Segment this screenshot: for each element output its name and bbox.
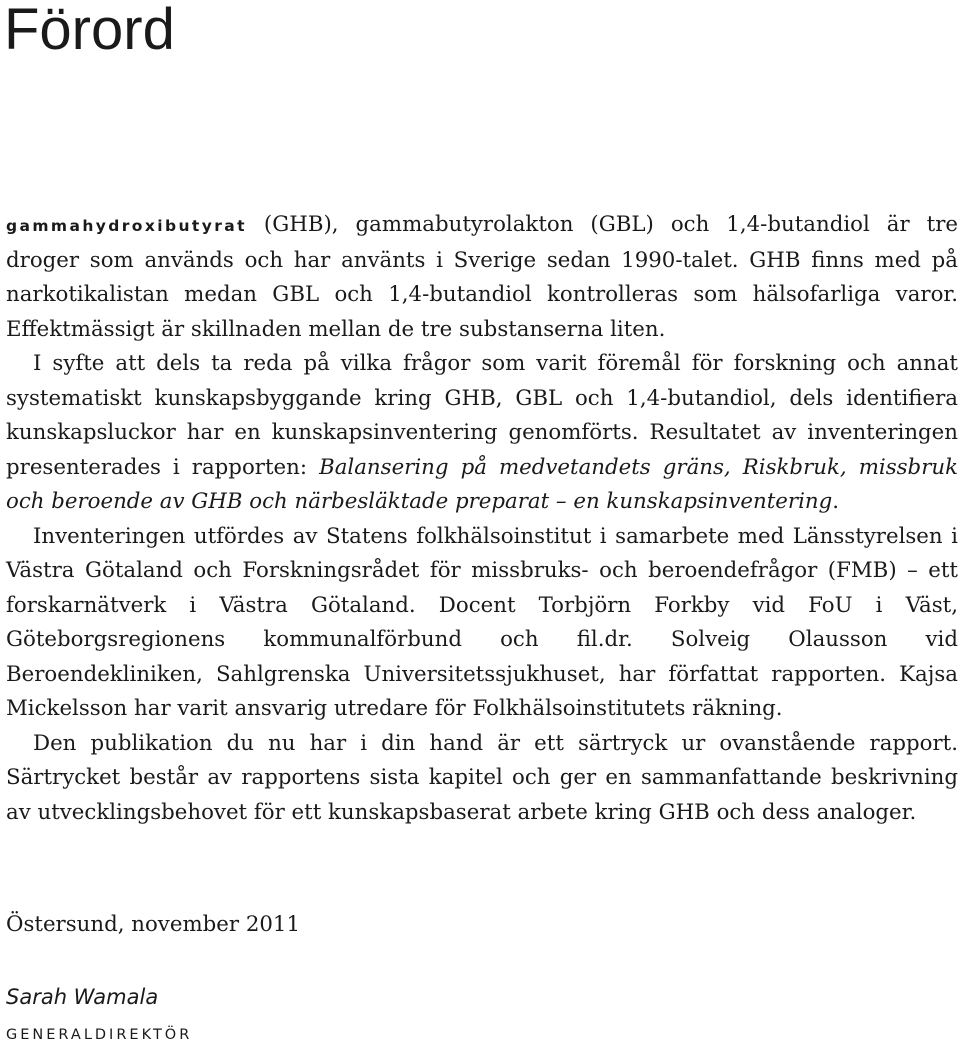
paragraph-intro [6,208,958,347]
report-title: Balansering på medvetandets gräns, Riskbruk, missbruk och beroende av GHB och närbesläktade preparat – en kunskapsinventering [6,454,958,514]
lead-in-term: gammahydroxibutyrat [6,217,247,235]
place-date: Östersund, november 2011 [6,912,301,937]
paragraph-intro-text: (GHB), gammabutyrolakton (GBL) och 1,4-butandiol är tre droger som används och har använts i Sverige sedan 1990-talet. GHB finns med på narkotikalistan medan GBL och 1,4-butandiol kontrolleras som hälsofarliga varor. Effektmässigt är skillnaden mellan de tre substanserna liten. [6,212,958,342]
paragraph-authors: Inventeringen utfördes av Statens folkhälsoinstitut i samarbete med Länsstyrelsen i Västra Götaland och Forskningsrådet för missbruks- och beroendefrågor (FMB) – ett forskarnätverk i Västra Götaland. Docent Torbjörn Forkby vid FoU i Väst, Göteborgsregionens kommunalförbund och fil.dr. Solveig Olausson vid Beroendekliniken, Sahlgrenska Universitetssjukhuset, har författat rapporten. Kajsa Mickelsson har varit ansvarig utredare för Folkhälsoinstitutets räkning. [6,523,958,721]
paragraph-purpose-end: . [832,489,840,514]
page-title: Förord [4,0,175,62]
signature-role: GENERALDIREKTÖR [6,1027,193,1043]
paragraph-purpose [6,347,958,520]
foreword-body [6,208,958,830]
paragraph-publication: Den publikation du nu har i din hand är ett särtryck ur ovanstående rapport. Särtrycket består av rapportens sista kapitel och ger en sammanfattande beskrivning av utvecklingsbehovet för ett kunskapsbaserat arbete kring GHB och dess analoger. [6,730,958,825]
signature-name: Sarah Wamala [6,985,159,1009]
paragraph-purpose-text: I syfte att dels ta reda på vilka frågor som varit föremål för forskning och annat systematiskt kunskapsbyggande kring GHB, GBL och 1,4-butandiol, dels identifiera kunskapsluckor har en kunskapsinventering genomförts. Resultatet av inventeringen presenterades i rapporten: [6,351,958,480]
